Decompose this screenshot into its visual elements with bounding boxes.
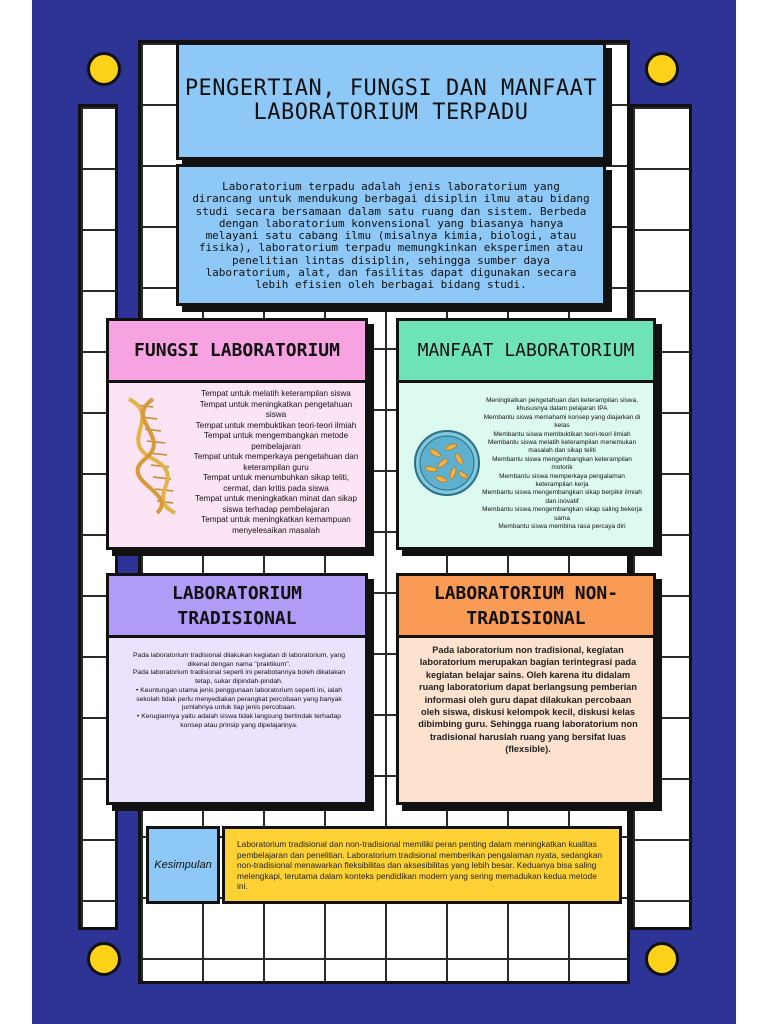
title-box <box>176 42 606 160</box>
list-item: Membantu siswa mengembangkan sikap saling bekerja sama <box>482 506 642 522</box>
intro-box <box>176 164 606 306</box>
list-item: Tempat untuk memperkaya pengetahuan dan keterampilan guru <box>193 452 359 472</box>
fungsi-card-header <box>109 321 365 383</box>
tradisional-heading: LABORATORIUM TRADISIONAL <box>171 582 303 629</box>
list-item: Tempat untuk meningkatkan minat dan sikap siswa terhadap pembelajaran <box>194 494 358 514</box>
corner-dot-top-left <box>87 52 121 86</box>
list-item: Tempat untuk mengembangkan metode pembelajaran <box>203 431 349 451</box>
tradisional-card <box>106 573 368 805</box>
manfaat-list <box>481 397 643 532</box>
list-item: Pada laboratorium tradisional seperti ini perabotannya boleh dikatakan tetap, sukar dipindah-pindah. <box>132 669 346 686</box>
fungsi-heading: FUNGSI LABORATORIUM <box>134 340 340 361</box>
fungsi-card-body <box>109 383 365 547</box>
page-title: PENGERTIAN, FUNGSI DAN MANFAAT LABORATORIUM TERPADU <box>184 76 598 125</box>
fungsi-list <box>191 389 361 536</box>
kesimpulan-label-box <box>146 826 220 904</box>
tradisional-card-header <box>109 576 365 638</box>
list-item: Membantu siswa mengembangkan sikap berpikir ilmiah dan inovatif <box>482 489 642 505</box>
list-item: Membantu siswa membina rasa percaya diri <box>498 523 626 531</box>
list-item: Membantu siswa memahami konsep yang diajarkan di kelas <box>483 413 641 430</box>
manfaat-card-body <box>399 383 653 547</box>
list-item: Tempat untuk melatih keterampilan siswa <box>201 389 351 398</box>
dna-helix-icon <box>123 397 179 515</box>
list-item: Meningkatkan pengetahuan dan keterampilan siswa, khususnya dalam pelajaran IPA <box>486 397 638 413</box>
list-item: • Keuntungan utama jenis penggunaan laboratorium seperti ini, ialah sekolah tidak perlu menyediakan perangkat percobaan yang banyak jumlahnya untuk tiap jenis percobaan. <box>135 686 343 712</box>
list-item: Membantu siswa melatih keterampilan menemukan masalah dan sikap teliti <box>487 439 637 455</box>
fungsi-card <box>106 318 368 550</box>
manfaat-card <box>396 318 656 550</box>
nontradisional-card-header <box>399 576 653 638</box>
kesimpulan-text: Laboratorium tradisional dan non-tradisional memiliki peran penting dalam meningkatkan kualitas pembelajaran dan penelitian. Laboratorium tradisional memberikan pengalaman nyata, sedangkan non-tradisional menawarkan fleksibilitas dan aksesibilitas yang lebih besar. Keduanya bisa saling melengkapi, terutama dalam konteks pendidikan modern yang sering memadukan kedua metode ini. <box>237 839 603 892</box>
petri-dish-icon <box>413 429 481 497</box>
corner-dot-top-right <box>645 52 679 86</box>
corner-dot-bottom-right <box>645 942 679 976</box>
nontradisional-card-body <box>399 638 653 802</box>
manfaat-heading: MANFAAT LABORATORIUM <box>417 340 635 361</box>
tradisional-card-body <box>109 638 365 802</box>
nontradisional-heading: LABORATORIUM NON-TRADISIONAL <box>433 582 619 629</box>
kesimpulan-box <box>222 826 622 904</box>
list-item: Tempat untuk meningkatkan pengetahuan siswa <box>199 399 353 419</box>
list-item: • Kerugiannya yaitu adalah siswa tidak langsung bertindak terhadap konsep atau prinsip yang dipelajarinya. <box>136 712 342 729</box>
list-item: Membantu siswa memperkaya pengalaman keterampilan kerja <box>499 472 625 489</box>
nontradisional-text: Pada laboratorium non tradisional, kegiatan laboratorium merupakan bagian terintegrasi pada kegiatan belajar sains. Oleh karena itu didalam ruang laboratorium dapat berlangsung pemberian informasi oleh guru dapat dilakukan percobaan oleh siswa, diskusi kelompok kecil, diskusi kelas dibimbing guru. Sehingga ruang laboratorium non tradisional haruslah ruang yang bersifat luas (flexsible). <box>418 645 638 755</box>
kesimpulan-label: Kesimpulan <box>154 859 212 871</box>
list-item: Tempat untuk menumbuhkan sikap teliti, cermat, dan kritis pada siswa <box>202 473 350 493</box>
list-item: Membantu siswa membuktikan teori-teori ilmiah <box>493 430 631 438</box>
list-item: Tempat untuk meningkatkan kemampuan menyelesaikan masalah <box>201 515 351 535</box>
list-item: Tempat untuk membuktikan teori-teori ilmiah <box>195 420 357 430</box>
nontradisional-card <box>396 573 656 805</box>
manfaat-card-header <box>399 321 653 383</box>
list-item: Pada laboratorium tradisional dilakukan kegiatan di laboratorium, yang dikenal dengan nama "praktikum". <box>133 652 345 668</box>
list-item: Membantu siswa mengembangkan keterampilan motorik <box>492 455 632 472</box>
intro-text: Laboratorium terpadu adalah jenis laboratorium yang dirancang untuk mendukung berbagai disiplin ilmu atau bidang studi secara bersamaan dalam satu ruang dan sistem. Berbeda dengan laboratorium konvensional yang biasanya hanya melayani satu cabang ilmu (misalnya kimia, biologi, atau fisika), laboratorium terpadu memungkinkan eksperimen atau penelitian lintas disiplin, sehingga sumber daya laboratorium, alat, dan fasilitas dapat digunakan secara lebih efisien oleh berbagai bidang studi. <box>192 180 590 292</box>
corner-dot-bottom-left <box>87 942 121 976</box>
tradisional-list <box>129 652 349 730</box>
